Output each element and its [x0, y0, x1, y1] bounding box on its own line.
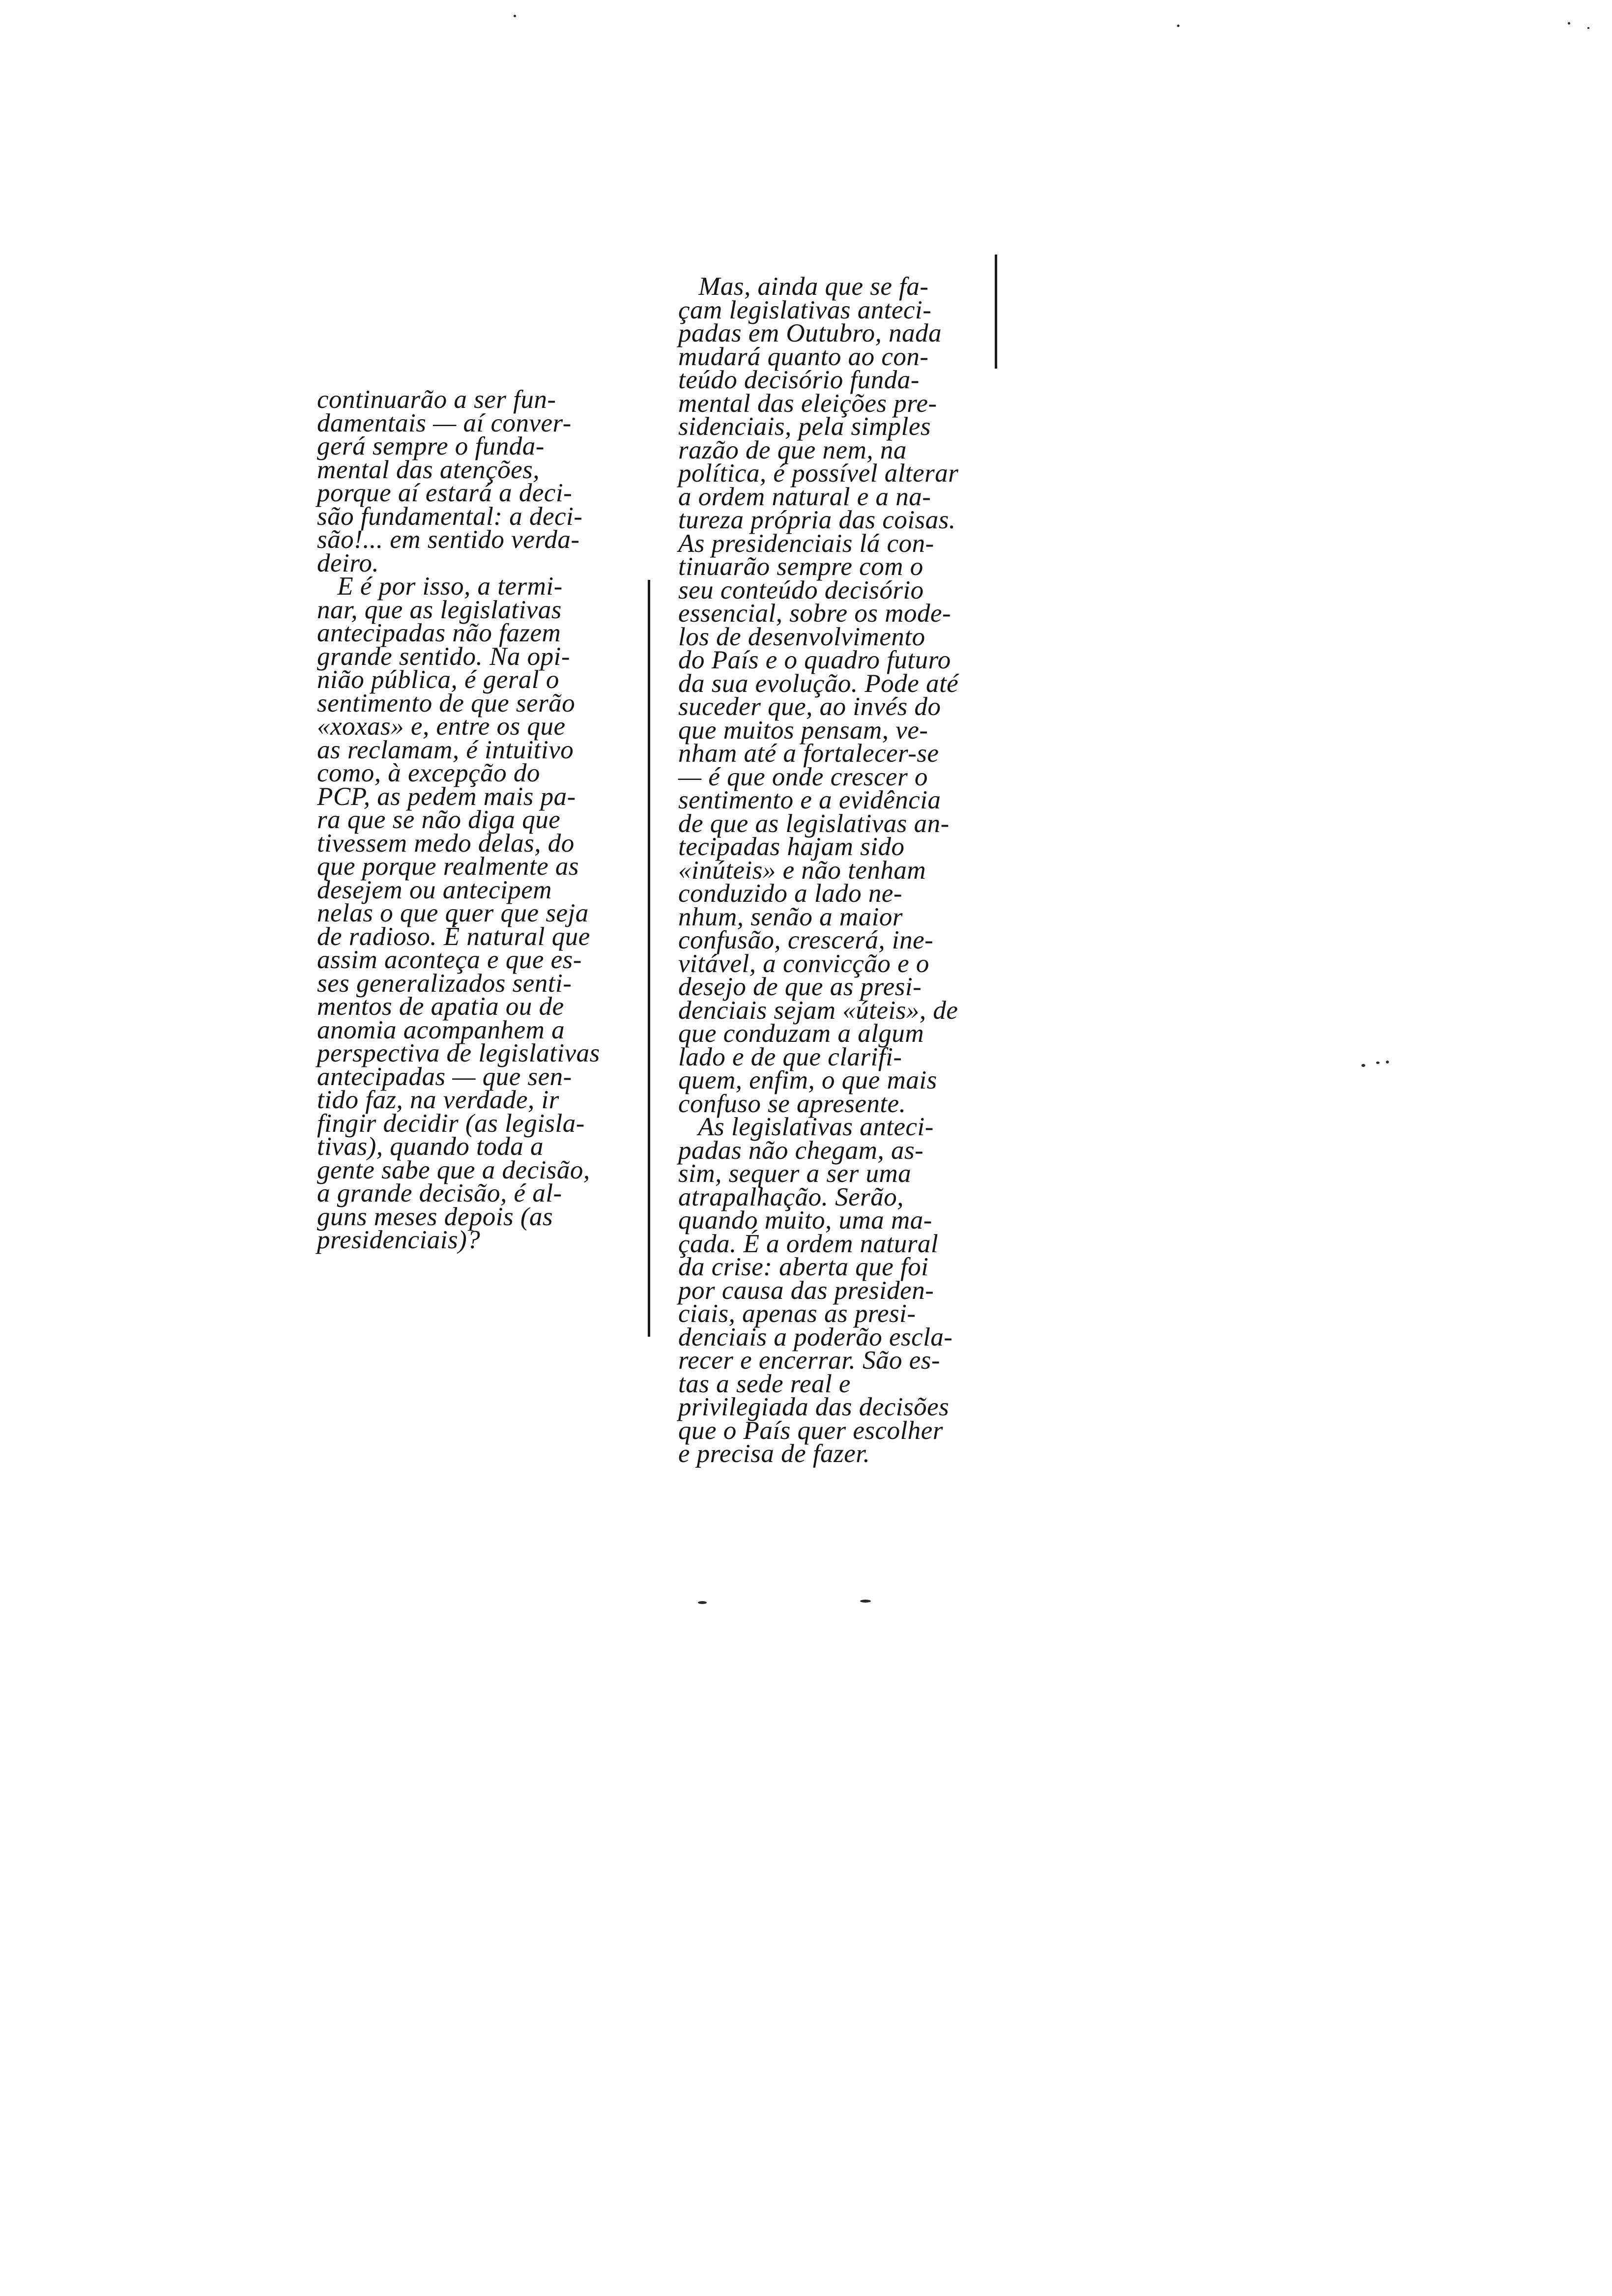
text-line: nhum, senão a maior: [678, 902, 903, 931]
text-line: são fundamental: a deci-: [317, 502, 583, 531]
text-line: a ordem natural e a na-: [678, 482, 931, 511]
text-line: perspectiva de legislativas: [317, 1039, 600, 1067]
text-line: damentais — aí conver-: [317, 408, 572, 437]
text-line: confuso se apresente.: [678, 1089, 906, 1118]
text-line: çada. É a ordem natural: [678, 1229, 939, 1258]
scan-speck: [1386, 1061, 1389, 1063]
text-line: como, à excepção do: [317, 759, 540, 787]
text-line: guns meses depois (as: [317, 1202, 553, 1231]
text-line: de que as legislativas an-: [678, 809, 950, 838]
text-line: recer e encerrar. São es-: [678, 1346, 941, 1375]
text-line: nelas o que quer que seja: [317, 899, 589, 927]
text-line: As legislativas anteci-: [678, 1113, 934, 1141]
text-line: ciais, apenas as presi-: [678, 1299, 916, 1328]
text-line: gente sabe que a decisão,: [317, 1155, 590, 1184]
text-line: política, é possível alterar: [678, 459, 959, 488]
scan-speck: [698, 1601, 707, 1604]
text-line: porque aí estará a deci-: [317, 479, 573, 507]
text-line: conduzido a lado ne-: [678, 879, 903, 908]
scan-speck: [1587, 27, 1589, 29]
text-line: denciais a poderão escla-: [678, 1322, 953, 1351]
text-line: deiro.: [317, 548, 379, 577]
text-line: lado e de que clarifi-: [678, 1042, 902, 1071]
text-line: mentos de apatia ou de: [317, 992, 564, 1021]
text-line: grande sentido. Na opi-: [317, 642, 570, 671]
text-line: — é que onde crescer o: [678, 762, 928, 791]
text-line: tas a sede real e: [678, 1369, 851, 1398]
text-line: PCP, as pedem mais pa-: [317, 782, 576, 811]
text-line: que muitos pensam, ve-: [678, 716, 928, 745]
text-line: tecipadas hajam sido: [678, 832, 905, 861]
text-line: sentimento e a evidência: [678, 786, 941, 814]
text-line: tivas), quando toda a: [317, 1132, 544, 1161]
scan-speck: [1568, 22, 1570, 25]
text-line: desejo de que as presi-: [678, 973, 922, 1001]
text-line: As presidenciais lá con-: [678, 529, 934, 558]
text-line: as reclamam, é intuitivo: [317, 735, 574, 764]
text-line: sentimento de que serão: [317, 689, 576, 718]
scan-speck: [514, 15, 516, 17]
text-line: do País e o quadro futuro: [678, 646, 951, 674]
text-line: presidenciais)?: [317, 1226, 481, 1254]
text-line: seu conteúdo decisório: [678, 575, 924, 604]
scan-speck: [1361, 1064, 1365, 1067]
text-line: çam legislativas anteci-: [678, 295, 932, 324]
text-line: tivessem medo delas, do: [317, 829, 575, 858]
text-line: tinuarão sempre com o: [678, 552, 923, 581]
text-line: sim, sequer a ser uma: [678, 1159, 912, 1188]
text-line: quando muito, uma ma-: [678, 1206, 932, 1234]
text-line: da crise: aberta que foi: [678, 1253, 929, 1281]
text-line: Mas, ainda que se fa-: [678, 272, 929, 301]
text-line: denciais sejam «úteis», de: [678, 996, 958, 1025]
article-column-left: [317, 385, 641, 1254]
text-line: mental das eleições pre-: [678, 389, 937, 418]
text-line: por causa das presiden-: [678, 1276, 934, 1305]
text-line: «inúteis» e não tenham: [678, 856, 926, 885]
article-column-right: [678, 272, 1017, 1468]
text-line: tido faz, na verdade, ir: [317, 1086, 559, 1114]
text-line: vitável, a convicção e o: [678, 949, 929, 978]
text-line: que conduzam a algum: [678, 1019, 924, 1048]
text-line: nham até a fortalecer-se: [678, 739, 939, 768]
text-line: tureza própria das coisas.: [678, 506, 956, 534]
text-line: sidenciais, pela simples: [678, 412, 931, 441]
text-line: fingir decidir (as legisla-: [317, 1109, 585, 1138]
text-line: quem, enfim, o que mais: [678, 1066, 937, 1094]
text-line: que porque realmente as: [317, 852, 579, 881]
text-line: continuarão a ser fun-: [317, 385, 556, 414]
text-line: mental das atenções,: [317, 455, 540, 484]
text-line: nar, que as legislativas: [317, 595, 562, 624]
text-line: anomia acompanhem a: [317, 1015, 565, 1044]
text-line: mudará quanto ao con-: [678, 342, 929, 371]
text-line: padas não chegam, as-: [678, 1136, 924, 1165]
text-line: teúdo decisório funda-: [678, 366, 920, 394]
text-line: de radioso. É natural que: [317, 922, 590, 951]
text-line: antecipadas — que sen-: [317, 1062, 572, 1091]
text-line: los de desenvolvimento: [678, 622, 925, 651]
text-line: antecipadas não fazem: [317, 619, 561, 647]
text-line: suceder que, ao invés do: [678, 692, 941, 721]
text-line: confusão, crescerá, ine-: [678, 926, 934, 954]
text-line: a grande decisão, é al-: [317, 1179, 562, 1207]
scan-speck: [860, 1600, 871, 1603]
text-line: «xoxas» e, entre os que: [317, 712, 566, 741]
text-line: privilegiada das decisões: [678, 1393, 950, 1421]
scan-speck: [1376, 1062, 1380, 1064]
text-line: razão de que nem, na: [678, 435, 907, 464]
text-line: atrapalhação. Serão,: [678, 1182, 904, 1211]
text-line: da sua evolução. Pode até: [678, 669, 959, 698]
text-line: ra que se não diga que: [317, 805, 561, 834]
column-rule-left: [648, 580, 650, 1337]
text-line: padas em Outubro, nada: [678, 319, 942, 347]
text-line: que o País quer escolher: [678, 1416, 943, 1445]
text-line: gerá sempre o funda-: [317, 432, 545, 460]
text-line: assim aconteça e que es-: [317, 946, 582, 974]
scan-speck: [1177, 25, 1180, 27]
text-line: desejem ou antecipem: [317, 875, 552, 904]
text-line: ses generalizados senti-: [317, 969, 572, 998]
text-line: e precisa de fazer.: [678, 1439, 870, 1468]
text-line: são!... em sentido verda-: [317, 525, 580, 554]
text-line: nião pública, é geral o: [317, 665, 559, 694]
text-line: essencial, sobre os mode-: [678, 599, 951, 628]
text-line: E é por isso, a termi-: [317, 572, 563, 601]
